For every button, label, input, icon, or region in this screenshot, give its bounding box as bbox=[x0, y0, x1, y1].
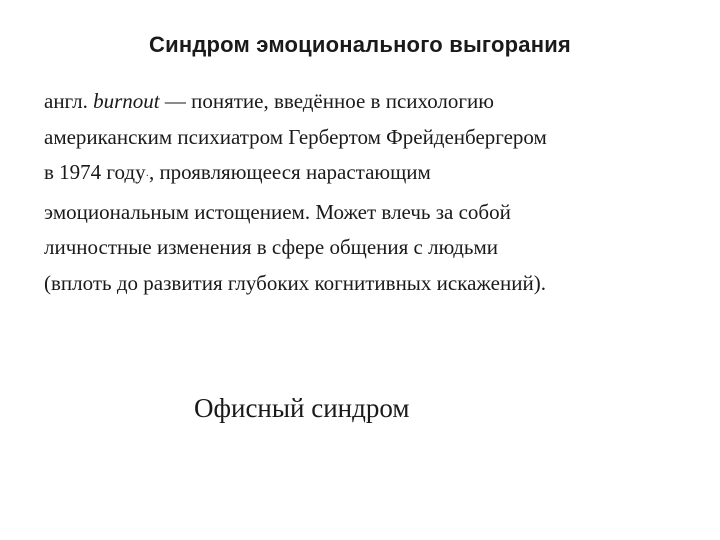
definition-line-1 bbox=[44, 84, 694, 120]
definition-line-4: эмоциональным истощением. Может влечь за собой bbox=[44, 199, 511, 224]
definition-line-2: американским психиатром Гербертом Фрейденбергером bbox=[44, 124, 547, 149]
definition-prefix: англ. bbox=[44, 89, 94, 113]
definition-line-5: личностные изменения в сфере общения с людьми bbox=[44, 235, 499, 259]
footnote-mark: · bbox=[145, 171, 149, 182]
definition-line-6: (вплоть до развития глубоких когнитивных искажений). bbox=[44, 270, 546, 295]
definition-paragraph bbox=[44, 84, 694, 301]
definition-line-3-start: в 1974 году bbox=[44, 160, 146, 184]
definition-line-3-rest: , проявляющееся нарастающим bbox=[148, 160, 431, 184]
definition-line-3 bbox=[44, 155, 694, 195]
section-subtitle: Офисный синдром bbox=[194, 393, 410, 423]
definition-line-1-rest: — понятие, введённое в психологию bbox=[159, 89, 494, 113]
definition-term: burnout bbox=[93, 89, 160, 113]
slide-title: Синдром эмоционального выгорания bbox=[149, 32, 571, 57]
